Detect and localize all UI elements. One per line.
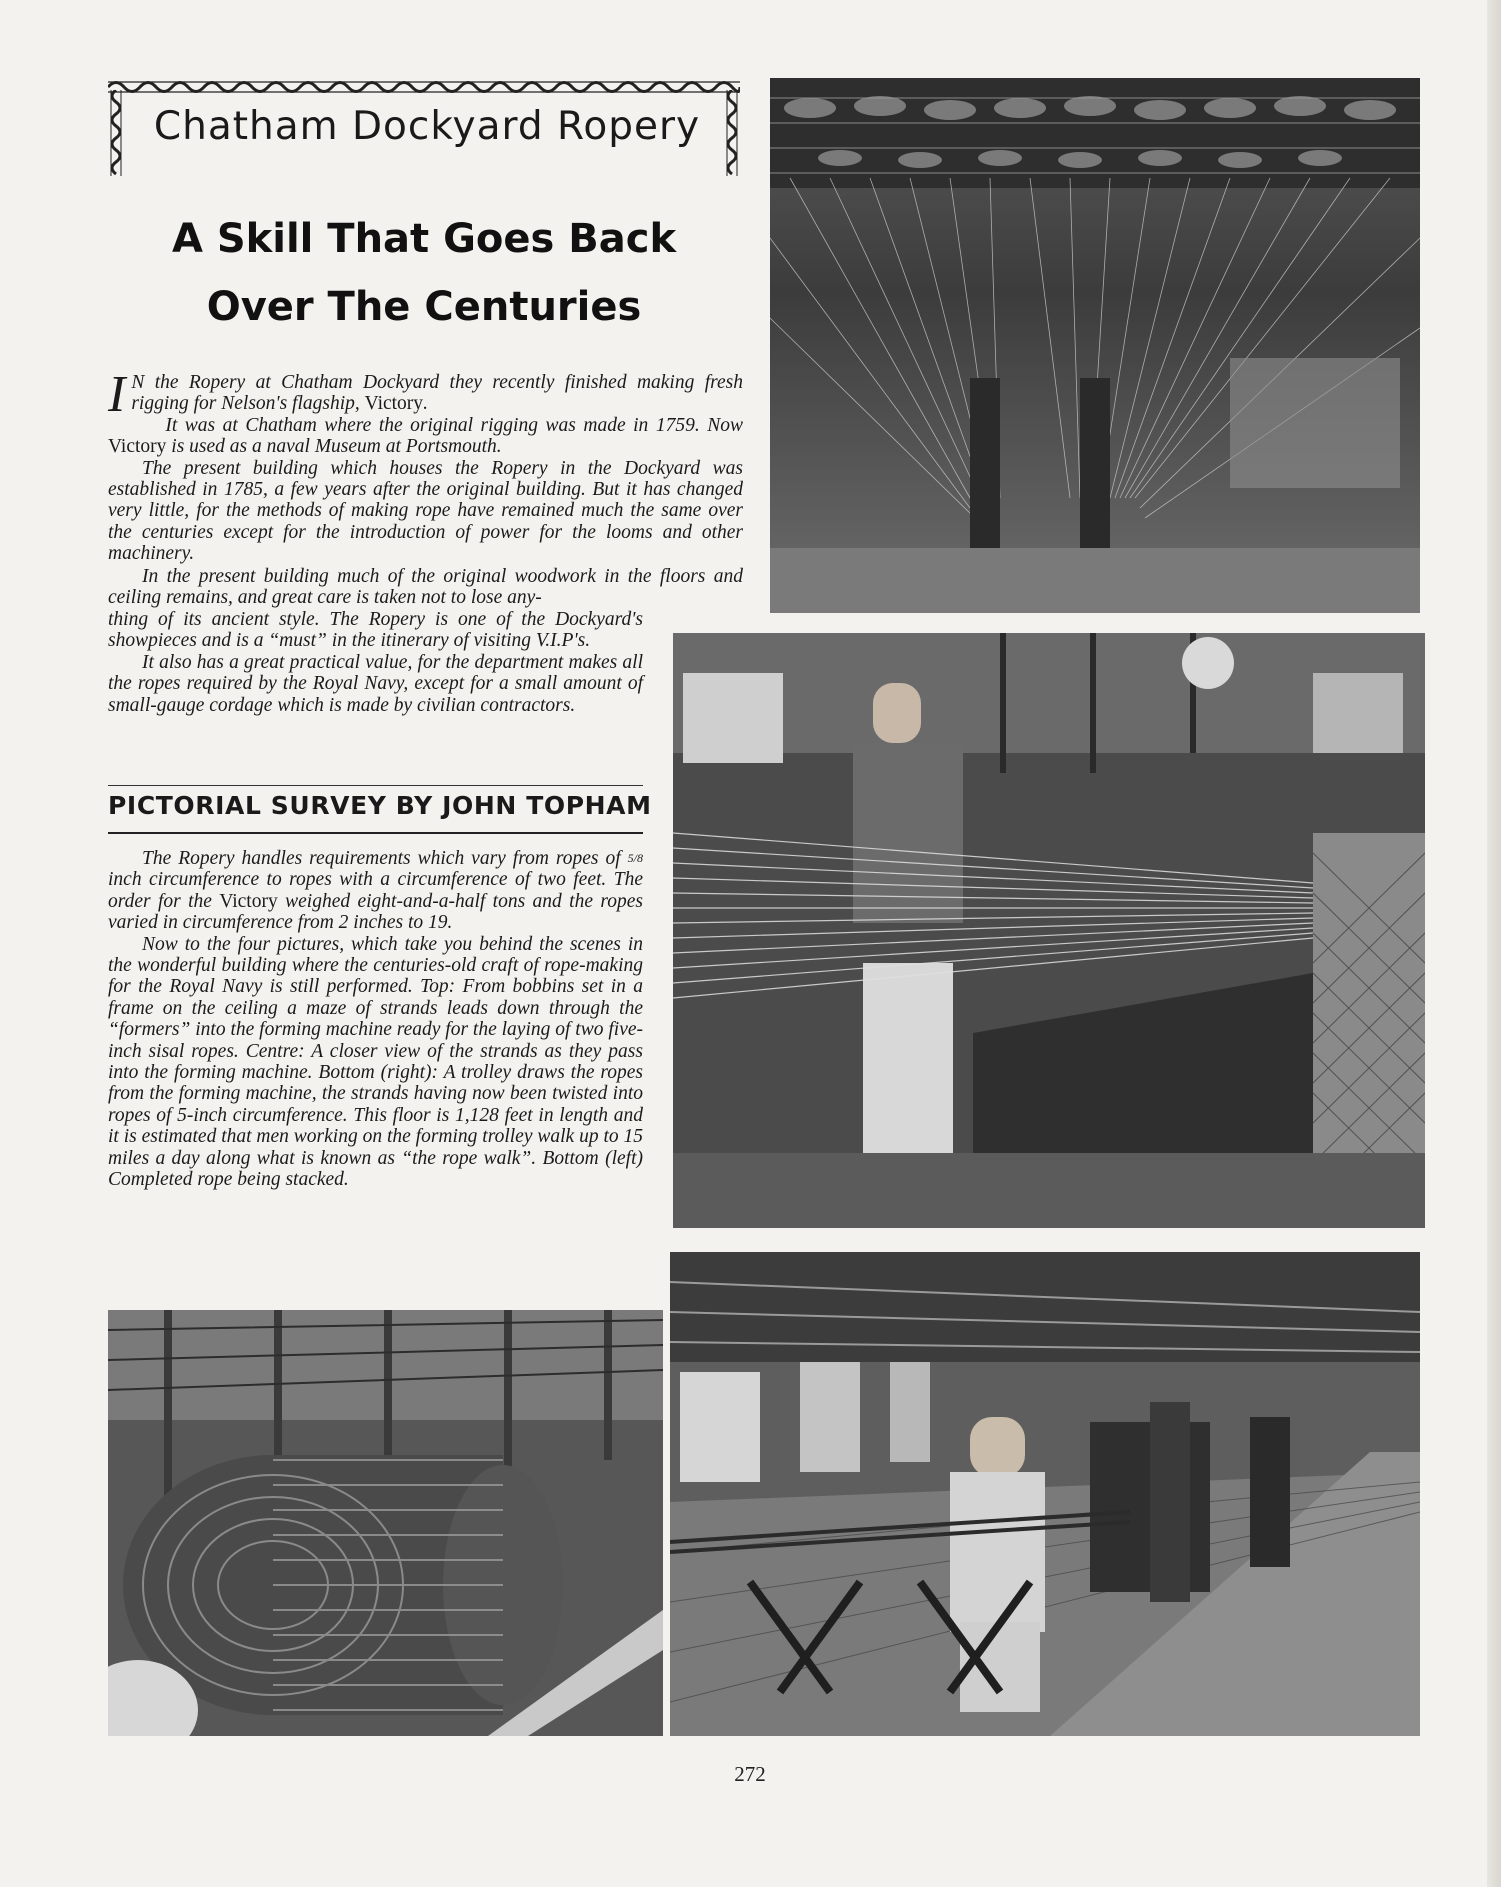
rope-border-left: [108, 90, 124, 176]
survey-rule-top: [108, 785, 643, 786]
intro-text-wide: [108, 366, 743, 565]
section-title: PICTORIAL SURVEY BY JOHN TOPHAM: [108, 791, 652, 820]
photo-rope-walk: [670, 1252, 1420, 1736]
headline: [108, 205, 740, 341]
intro-paragraph-4-start: In the present building much of the original woodwork in the floors and ceiling remains, and great care is taken not to lose any-: [108, 566, 743, 609]
intro-paragraph-5: It also has a great practical value, for the department makes all the ropes required by the Royal Navy, except for a small amount of small-gauge cordage which is made by civilian contractors.: [108, 651, 643, 716]
photo-ceiling-bobbins: [770, 78, 1420, 613]
intro-text-narrow: [108, 609, 643, 716]
headline-line-1: A Skill That Goes Back: [171, 216, 677, 262]
photo-forming-machine: [673, 633, 1425, 1228]
survey-text: [108, 848, 643, 1191]
intro-paragraph-2: It was at Chatham where the original rigging was made in 1759. Now Victory is used as a naval Museum at Portsmouth.: [108, 414, 743, 458]
page-title: Chatham Dockyard Ropery: [153, 104, 701, 149]
rope-border-right: [724, 90, 740, 176]
survey-paragraph-1: The Ropery handles requirements which vary from ropes of 5/8 inch circumference to ropes with a circumference of two feet. The order for the Victory weighed eight-and-a-half tons and the ropes varied in circumference from 2 inches to 19.: [108, 848, 643, 934]
survey-paragraph-2: Now to the four pictures, which take you behind the scenes in the wonderful building where the centuries-old craft of rope-making for the Royal Navy is still performed. Top: From bobbins set in a frame on the ceiling a maze of strands leads down through the “formers” into the forming machine ready for the laying of two five-inch sisal ropes. Centre: A closer view of the strands as they pass into the forming machine. Bottom (right): A trolley draws the ropes from the forming machine, the strands having now been twisted into ropes of 5-inch circumference. This floor is 1,128 feet in length and it is estimated that men working on the forming trolley walk up to 15 miles a day along what is known as “the rope walk”. Bottom (left) Completed rope being stacked.: [108, 933, 643, 1191]
drop-cap: I: [108, 366, 126, 423]
title-box: [108, 78, 740, 178]
rope-border-top: [108, 78, 740, 96]
intro-paragraph-1: I N the Ropery at Chatham Dockyard they recently finished making fresh rigging for Nelson's flagship, Victory.: [108, 366, 743, 423]
photo-coiled-rope: [108, 1310, 663, 1736]
intro-paragraph-3: The present building which houses the Ropery in the Dockyard was established in 1785, a few years after the original building. But it has changed very little, for the methods of making rope have remained much the same over the centuries except for the introduction of power for the looms and other machinery.: [108, 457, 743, 565]
headline-line-2: Over The Centuries: [206, 284, 642, 330]
intro-paragraph-4-end: thing of its ancient style. The Ropery is one of the Dockyard's showpieces and is a “must” in the itinerary of visiting V.I.P's.: [108, 609, 643, 652]
survey-rule-bottom: [108, 832, 643, 834]
page-edge: [1487, 0, 1501, 1887]
page-number: 272: [734, 1762, 766, 1786]
